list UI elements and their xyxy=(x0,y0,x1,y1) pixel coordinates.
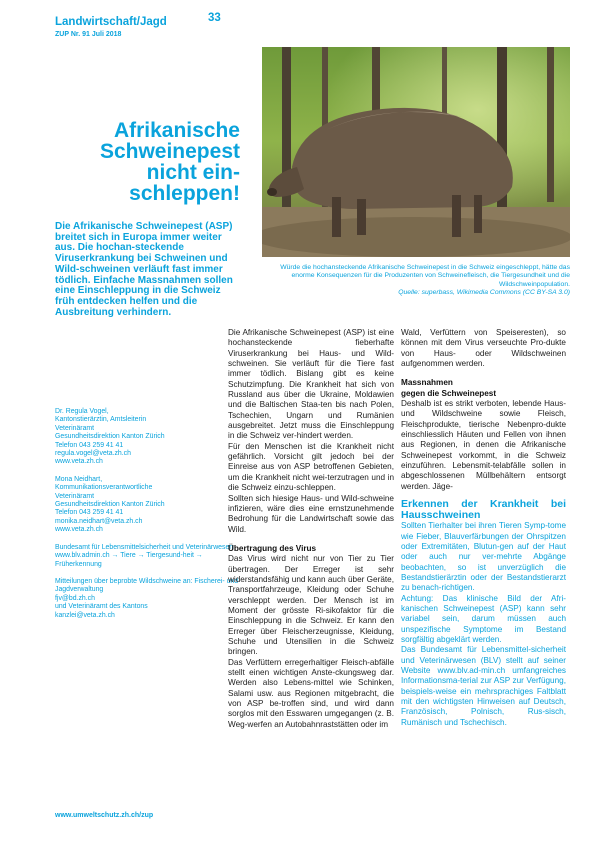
body-paragraph: Für den Menschen ist die Krankheit nicht gefährlich. Vorsicht gilt jedoch bei der Einreise aus von ASP betroffenen Gebieten, um die Krankheit nicht wei-terzutragen und in die Schweiz einzu-schleppen. xyxy=(228,441,394,493)
caption-source: Quelle: superbass, Wikimedia Commons (CC BY-SA 3.0) xyxy=(398,289,570,297)
article-headline: Afrikanische Schweinepest nicht ein-schleppen! xyxy=(99,119,240,205)
body-paragraph: Das Verfüttern erregerhaltiger Fleisch-abfälle stellt einen wichtigen Anste-ckungsweg dar. Werden also Lebens-mittel wie Schinken, Salami usw. aus Regionen mitgebracht, die von ASP be-troffen sind, und wird dann sorglos mit den Esswaren umgegangen (z. B. Weg-werfen an Autobahnraststätten oder im xyxy=(228,657,394,729)
issue-label: ZUP Nr. 91 Juli 2018 xyxy=(55,31,122,38)
body-paragraph: Deshalb ist es strikt verboten, lebende Haus- und Wildschweine sowie Fleisch, Fleischprodukte, tierische Nebenpro-dukte einschliesslich Häuten und Fellen von ihnen aus Regionen, in denen die Afrikanische Schweinepest vorkommt, in die Schweiz einzuführen. Lebensmit-telabfälle sollen in abgeschlossenen Müllbehältern entsorgt werden. Jäge- xyxy=(401,399,566,491)
caption-text: Würde die hochansteckende Afrikanische Schweinepest in die Schweiz eingeschleppt, hätte das enorme Konsequenzen für die Produzenten von Schweinefleisch, die Tiergesundheit und die Wildschweinpopulation. xyxy=(280,264,570,288)
contact-block xyxy=(55,544,240,569)
body-column-2 xyxy=(401,328,566,728)
body-paragraph: Das Bundesamt für Lebensmittel-sicherheit und Veterinärwesen (BLV) stellt auf seiner Website www.blv.ad-min.ch umfangreiches Informationsma-terial zur ASP zur Verfügung, beispiels-weise ein mehrsprachiges Faltblatt mit den wichtigsten Hinweisen auf Deutsch, Französisch, Polnisch, Rus-sisch, Rumänisch und Tschechisch. xyxy=(401,645,566,727)
contact-reporting: Mitteilungen über beprobte Wildschweine an: Fischerei- und Jagdverwaltung fjv@bd.zh.ch und Veterinäramt des Kantons kanzlei@veta.zh.ch xyxy=(55,577,239,619)
contact-block xyxy=(55,408,240,467)
footer-url[interactable]: www.umweltschutz.zh.ch/zup xyxy=(55,812,154,819)
wild-boar-photo xyxy=(262,47,570,257)
body-column-1 xyxy=(228,328,394,730)
body-paragraph: Sollten sich hiesige Haus- und Wild-schweine infizieren, wäre dies eine ernstzunehmende Bedrohung für die Landwirtschaft sowie das Wild. xyxy=(228,493,394,534)
subheading-transmission: Übertragung des Virus xyxy=(228,543,317,553)
section-title: Landwirtschaft/Jagd xyxy=(55,16,167,28)
body-paragraph: Die Afrikanische Schweinepest (ASP) ist eine hochansteckende fieberhafte Viruserkrankung bei Haus- und Wild-schweinen. Sie verläuft für die Tiere fast immer tödlich. Bislang gibt es keine Schutzimpfung. Die Krankheit hat sich von Russland aus über die Ukraine, Moldawien und die Baltischen Staa-ten bis nach Polen, Tschechien, Ungarn und Rumänien ausgebreitet. Jetzt muss die Einschleppung in die Schweiz ver-hindert werden. xyxy=(228,328,394,441)
photo-caption xyxy=(262,264,570,298)
page-header xyxy=(55,12,221,38)
body-paragraph: Sollten Tierhalter bei ihren Tieren Symp-tome wie Fieber, Blauverfärbungen der Ohrspitzen oder Extremitäten, Blutun-gen auf der Haut oder auch nur ver-mehrte Abgänge beobachten, so ist unverzüglich die Bestandstierärztin oder der Bestandstierarzt zu benach-richtigen. xyxy=(401,521,566,593)
contact-regula-vogel: Dr. Regula Vogel, Kantonstierärztin, Amtsleiterin Veterinäramt Gesundheitsdirektion Kanton Zürich Telefon 043 259 41 41 regula.vogel@veta.zh.ch www.veta.zh.ch xyxy=(55,408,165,466)
article-lead: Die Afrikanische Schweinepest (ASP) breitet sich in Europa immer weiter aus. Die hochan-steckende Viruserkrankung bei Schweinen und Wild-schweinen verläuft fast immer tödlich. Einfache Massnahmen sollen eine Einschleppung in die Schweiz früh entdecken helfen und die Ausbreitung verhindern. xyxy=(55,221,233,318)
contact-blv: Bundesamt für Lebensmittelsicherheit und Veterinärwesen www.blv.admin.ch → Tiere → Tiergesund-heit → Früherkennung xyxy=(55,543,234,568)
body-paragraph: Achtung: Das klinische Bild der Afri-kanischen Schweinepest (ASP) kann sehr variabel sein, darum müssen auch unspezifische Symptome im Bestand sorgfältig abgeklärt werden. xyxy=(401,593,566,644)
subheading-measures: Massnahmen gegen die Schweinepest xyxy=(401,378,497,398)
subheading-recognize: Erkennen der Krankheit bei Hausschweinen xyxy=(401,498,566,522)
body-paragraph: Das Virus wird nicht nur von Tier zu Tier übertragen. Der Erreger ist sehr widerstandsfähig und kann auch über Geräte, Transportfahrzeuge, Kleidung oder Schuhe verschleppt werden. Der Mensch ist im Moment der grösste Ri-sikofaktor für die Einschleppung in die Schweiz. Er kann den Erreger über Fleischerzeugnisse, Kleidung, Schuhe und Utensilien in die Schweiz bringen. xyxy=(228,554,394,657)
contact-block xyxy=(55,476,240,535)
page-number: 33 xyxy=(208,12,221,24)
wild-boar-illustration xyxy=(262,47,570,257)
contact-mona-neidhart: Mona Neidhart, Kommunikationsverantwortliche Veterinäramt Gesundheitsdirektion Kanton Zürich Telefon 043 259 41 41 monika.neidhart@veta.zh.ch www.veta.zh.ch xyxy=(55,475,165,534)
body-paragraph: Wald, Verfüttern von Speiseresten), so können mit dem Virus verseuchte Pro-dukte von Haus- oder Wildschweinen aufgenommen werden. xyxy=(401,328,566,369)
contact-info xyxy=(55,408,240,629)
contact-block xyxy=(55,578,240,620)
